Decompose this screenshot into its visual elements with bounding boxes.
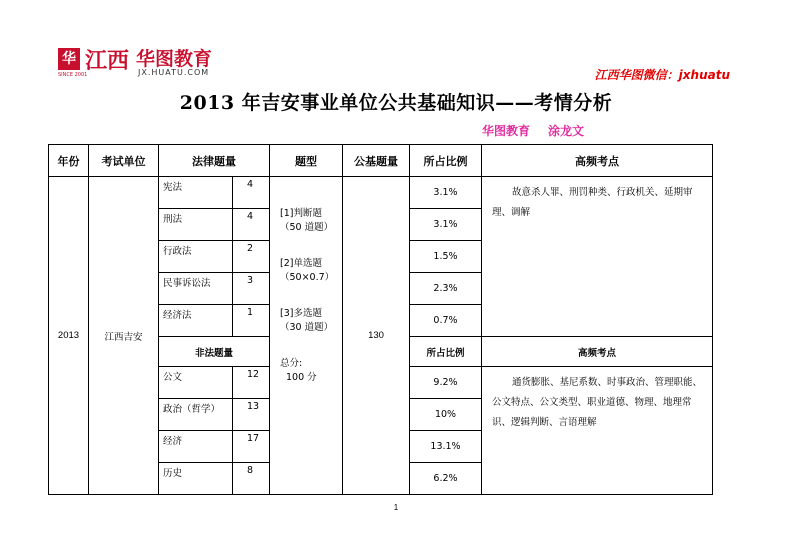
qtype-2-count: （50×0.7）	[280, 272, 335, 283]
nonlaw-name: 历史	[159, 463, 233, 495]
nonlaw-count: 17	[233, 431, 270, 463]
nonlaw-name: 政治（哲学）	[159, 399, 233, 431]
header-nonlaw: 非法题量	[159, 337, 270, 367]
header-law: 法律题量	[159, 145, 270, 177]
law-ratio: 1.5%	[410, 241, 482, 273]
header-ratio: 所占比例	[410, 145, 482, 177]
header-unit: 考试单位	[89, 145, 159, 177]
law-count: 4	[233, 177, 270, 209]
header-total: 公基题量	[343, 145, 410, 177]
nonlaw-ratio: 10%	[410, 399, 482, 431]
cell-qtypes	[270, 177, 343, 495]
cell-total: 130	[343, 177, 410, 495]
nonlaw-ratio: 13.1%	[410, 431, 482, 463]
exam-analysis-table	[48, 144, 713, 495]
qtype-1: [1]判断题	[280, 208, 322, 219]
cell-unit: 江西吉安	[89, 177, 159, 495]
document-title: 2013 年吉安事业单位公共基础知识——考情分析	[179, 92, 613, 114]
nonlaw-name: 经济	[159, 431, 233, 463]
total-score-label: 总分:	[280, 358, 303, 369]
law-name: 宪法	[159, 177, 233, 209]
law-ratio: 3.1%	[410, 177, 482, 209]
page-number: 1	[393, 503, 399, 512]
header-hot-2: 高频考点	[482, 337, 713, 367]
nonlaw-count: 13	[233, 399, 270, 431]
law-name: 经济法	[159, 305, 233, 337]
byline-org: 华图教育	[482, 124, 531, 138]
header-qtype: 题型	[270, 145, 343, 177]
logo-mark-icon: 华	[58, 48, 80, 70]
law-ratio: 0.7%	[410, 305, 482, 337]
header-row	[49, 145, 713, 177]
law-count: 2	[233, 241, 270, 273]
table-row	[49, 177, 713, 209]
logo-since: SINCE 2001	[58, 72, 88, 78]
qtype-3-count: （30 道题）	[280, 322, 334, 333]
qtype-3: [3]多选题	[280, 308, 322, 319]
logo-name-part2: 华图教育	[136, 48, 213, 70]
qtype-2: [2]单选题	[280, 258, 322, 269]
header-ratio-2: 所占比例	[410, 337, 482, 367]
logo-name-part1: 江西	[85, 49, 130, 74]
nonlaw-ratio: 6.2%	[410, 463, 482, 495]
nonlaw-count: 12	[233, 367, 270, 399]
byline-author: 涂龙文	[548, 124, 585, 138]
law-name: 行政法	[159, 241, 233, 273]
nonlaw-hot-points: 通货膨胀、基尼系数、时事政治、管理职能、公文特点、公文类型、职业道德、物理、地理常识、逻辑判断、言语理解	[482, 367, 713, 495]
law-name: 民事诉讼法	[159, 273, 233, 305]
law-ratio: 2.3%	[410, 273, 482, 305]
nonlaw-ratio: 9.2%	[410, 367, 482, 399]
law-count: 1	[233, 305, 270, 337]
law-name: 刑法	[159, 209, 233, 241]
law-hot-points: 故意杀人罪、刑罚种类、行政机关、延期审理、调解	[482, 177, 713, 337]
wechat-id: 江西华图微信：jxhuatu	[594, 68, 730, 82]
law-count: 4	[233, 209, 270, 241]
law-count: 3	[233, 273, 270, 305]
header-year: 年份	[49, 145, 89, 177]
cell-year: 2013	[49, 177, 89, 495]
nonlaw-count: 8	[233, 463, 270, 495]
huatu-logo	[58, 46, 228, 82]
total-score-value: 100 分	[286, 372, 317, 383]
logo-url: JX.HUATU.COM	[138, 68, 210, 77]
qtype-1-count: （50 道题）	[280, 222, 334, 233]
header-hot: 高频考点	[482, 145, 713, 177]
law-ratio: 3.1%	[410, 209, 482, 241]
nonlaw-name: 公文	[159, 367, 233, 399]
byline	[482, 122, 584, 139]
